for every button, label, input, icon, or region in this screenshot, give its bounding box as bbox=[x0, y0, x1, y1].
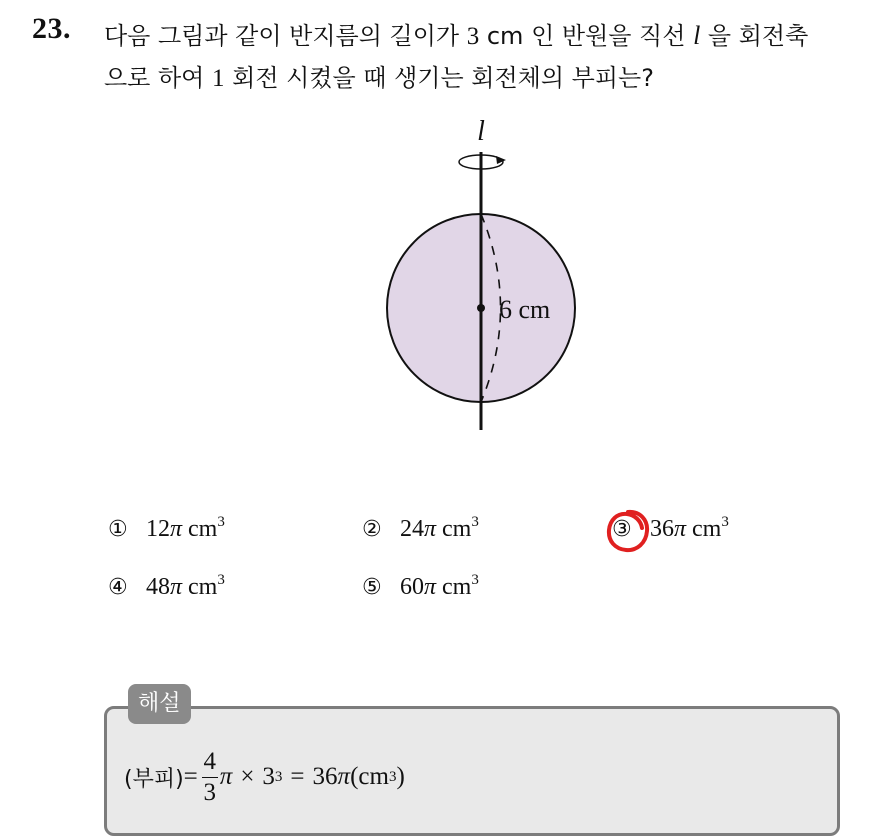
question-number: 23. bbox=[32, 12, 71, 45]
rotation-figure bbox=[360, 112, 600, 442]
center-point bbox=[477, 304, 485, 312]
choice-mark: ⑤ bbox=[362, 575, 382, 600]
solution-tag: 해설 bbox=[128, 684, 191, 724]
choice-4[interactable]: ④ 48π $cm^3$ bbox=[108, 572, 225, 600]
choice-mark: ① bbox=[108, 517, 128, 542]
question-text-line-1: 다음 그림과 같이 반지름의 길이가 3 cm 인 반원을 직선 l 을 회전축 bbox=[104, 21, 809, 50]
choice-3[interactable]: ③ 36π $cm^3$ bbox=[612, 514, 729, 542]
choice-mark: ③ bbox=[612, 517, 632, 542]
choice-mark: ④ bbox=[108, 575, 128, 600]
choice-1[interactable]: ① 12π $cm^3$ bbox=[108, 514, 225, 542]
rotation-arrowhead-icon bbox=[496, 156, 506, 164]
fraction: $\frac{4}{3}$ bbox=[203, 747, 217, 806]
choice-5[interactable]: ⑤ 60π $cm^3$ bbox=[362, 572, 479, 600]
choice-2[interactable]: ② 24π $cm^3$ bbox=[362, 514, 479, 542]
solution-formula: (부피) = $\frac{4}{3}$ π × 3 3 = 36 π ( cm 3 ) bbox=[124, 747, 405, 806]
question-text-line-2: 으로 하여 1 회전 시켰을 때 생기는 회전체의 부피는? bbox=[104, 64, 654, 92]
choice-mark: ② bbox=[362, 517, 382, 542]
axis-label: l bbox=[477, 116, 485, 147]
diameter-label: 6 cm bbox=[499, 295, 551, 324]
answer-circle-mark bbox=[604, 506, 652, 556]
